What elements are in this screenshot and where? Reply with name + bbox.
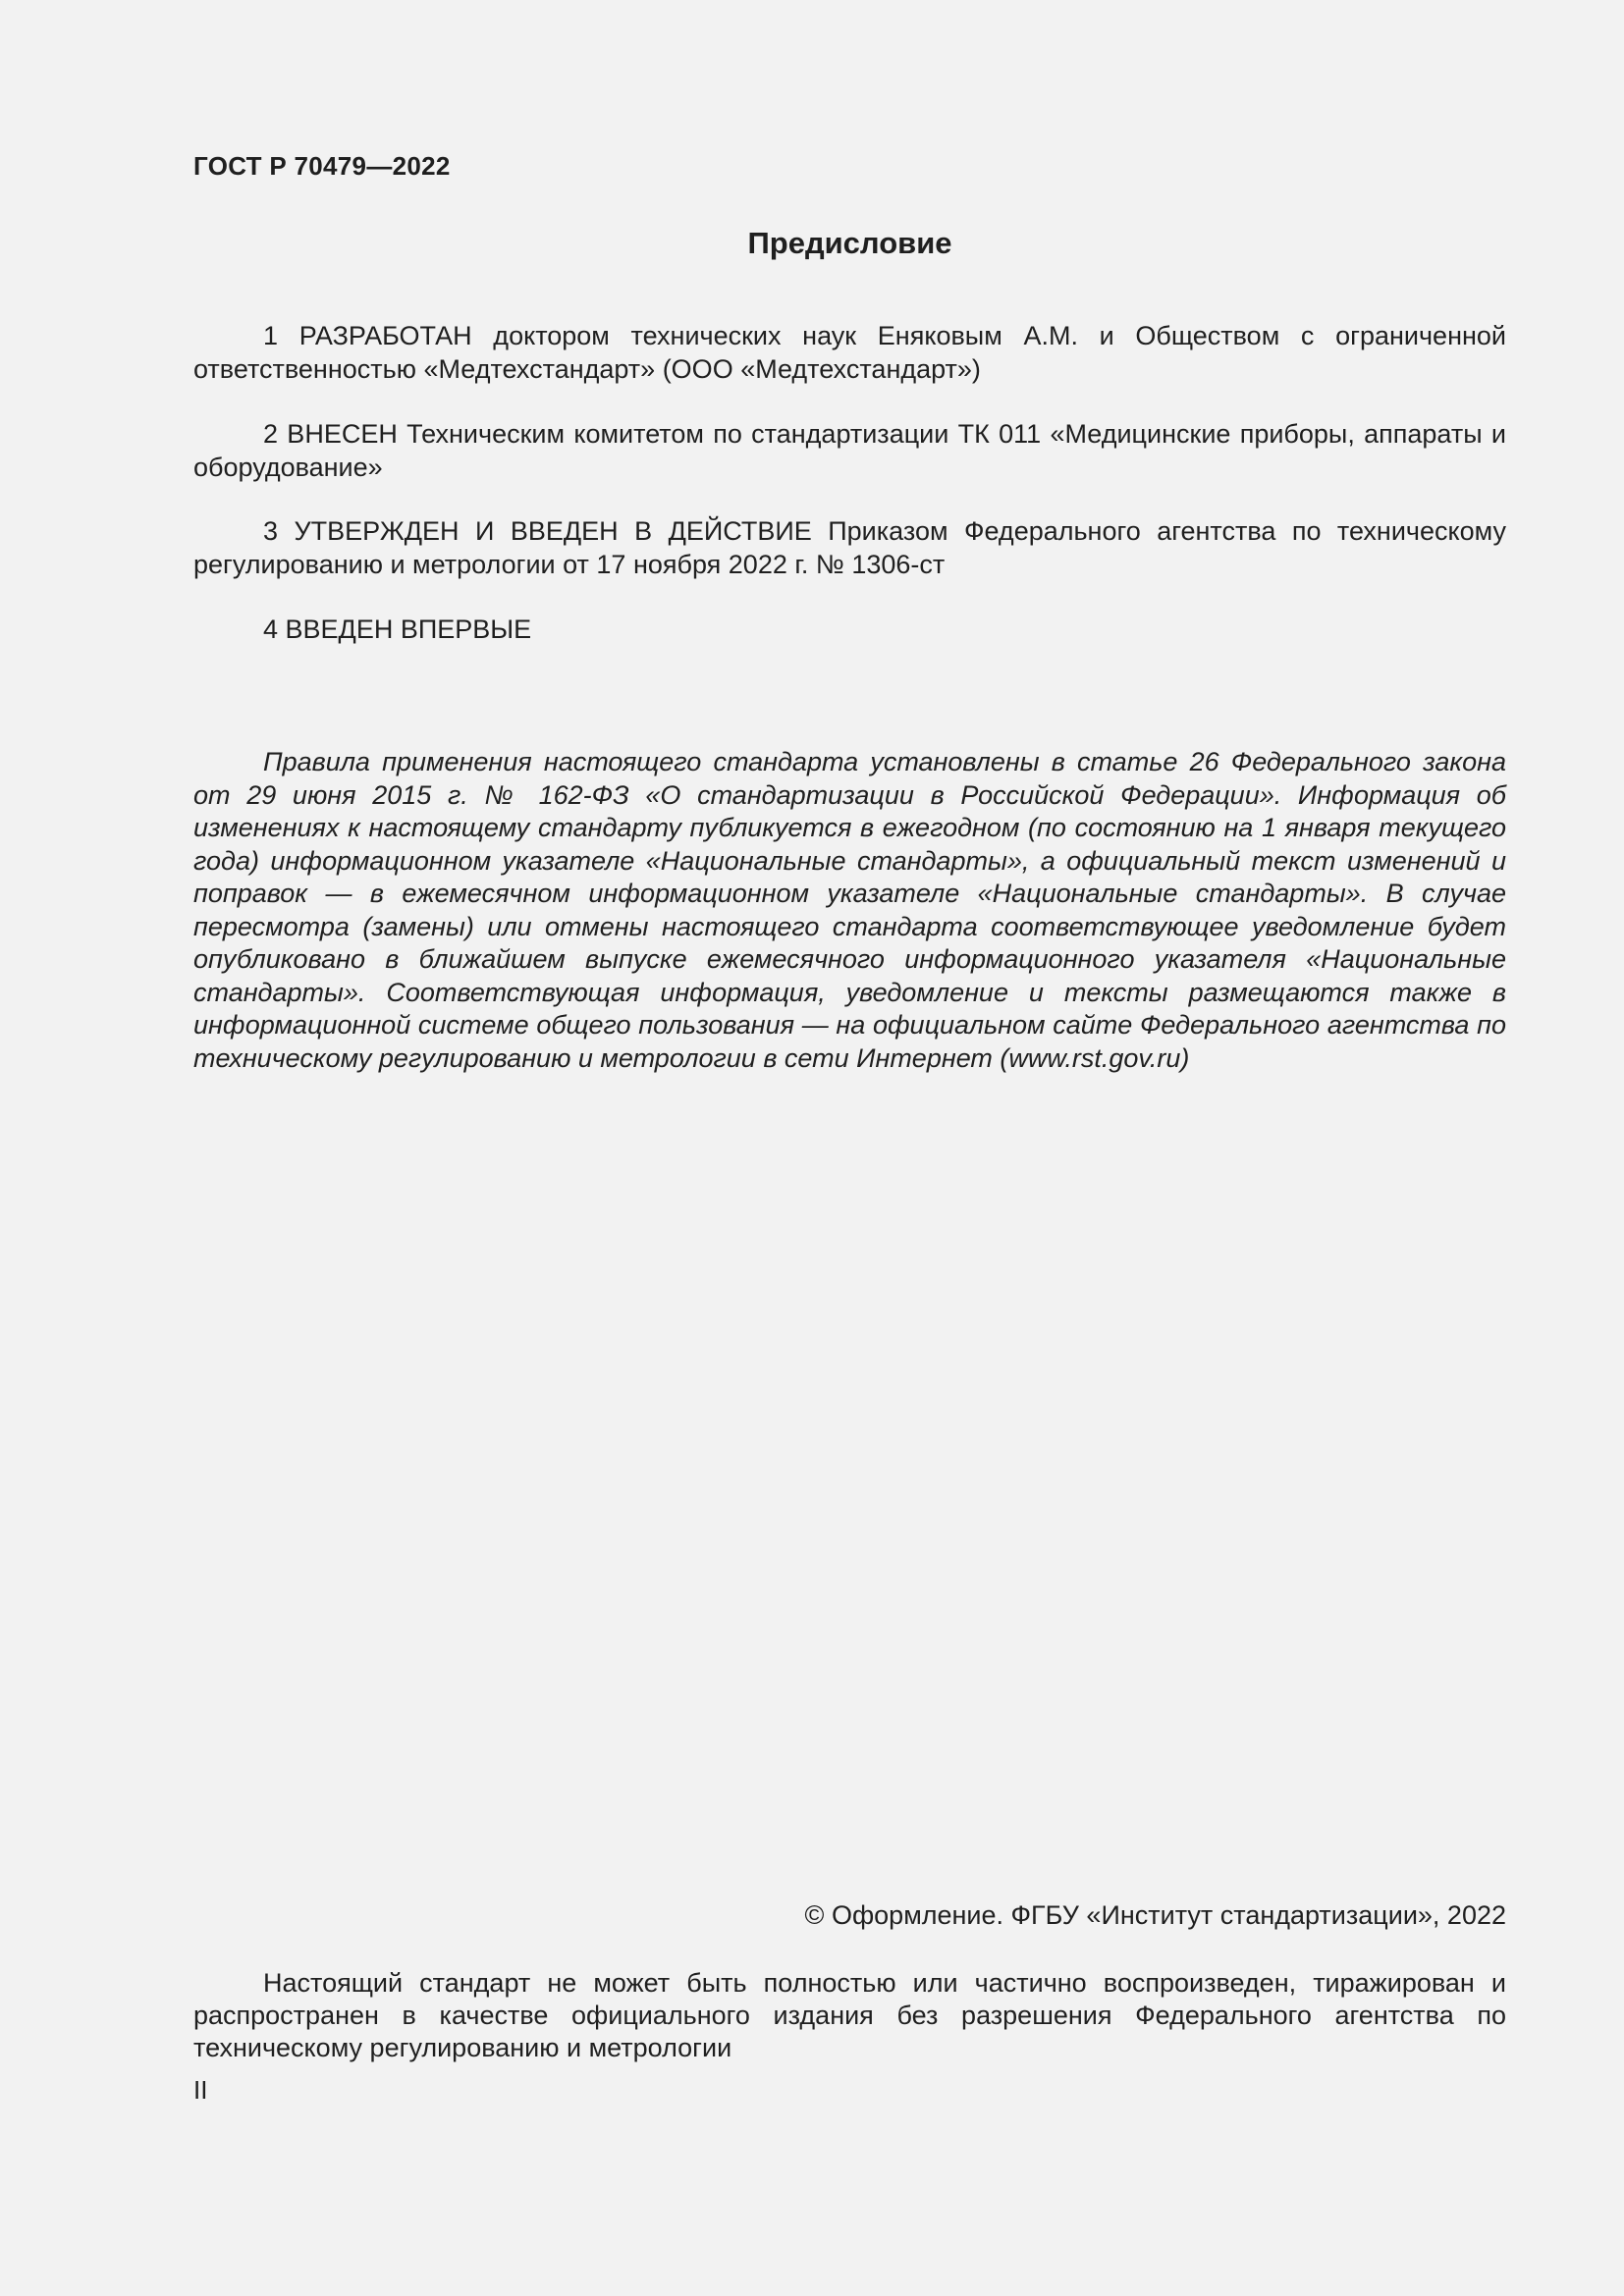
- document-code: ГОСТ Р 70479—2022: [193, 151, 451, 181]
- document-page: [193, 0, 1506, 2296]
- application-rules-paragraph: Правила применения настоящего стандарта установлены в статье 26 Федерального закона от 29 июня 2015 г. № 162-ФЗ «О стандартизации в Российской Федерации». Информация об изменениях к настоящему стандарту публикуется в ежегодном (по состоянию на 1 января текущего года) информационном указателе «Национальные стандарты», а официальный текст изменений и поправок — в ежемесячном информационном указателе «Национальные стандарты». В случае пересмотра (замены) или отмены настоящего стандарта соответствующее уведомление будет опубликовано в ближайшем выпуске ежемесячного информационного указателя «Национальные стандарты». Соответствующая информация, уведомление и тексты размещаются также в информационной системе общего пользования — на официальном сайте Федерального агентства по техническому регулированию и метрологии в сети Интернет (www.rst.gov.ru): [193, 747, 1506, 1073]
- page-title: Предисловие: [747, 226, 952, 260]
- reproduction-notice: Настоящий стандарт не может быть полностью или частично воспроизведен, тиражирован и распространен в качестве официального издания без разрешения Федерального агентства по техническому регулированию и метрологии: [193, 1968, 1506, 2062]
- page-number: II: [193, 2075, 208, 2105]
- copyright-line: © Оформление. ФГБУ «Институт стандартизации», 2022: [804, 1900, 1506, 1930]
- preface-item-first-introduced: 4 ВВЕДЕН ВПЕРВЫЕ: [263, 614, 532, 644]
- preface-item-introduced: 2 ВНЕСЕН Техническим комитетом по стандартизации ТК 011 «Медицинские приборы, аппараты и оборудование»: [193, 419, 1506, 482]
- preface-item-approved: 3 УТВЕРЖДЕН И ВВЕДЕН В ДЕЙСТВИЕ Приказом Федерального агентства по техническому регулированию и метрологии от 17 ноября 2022 г. № 1306-ст: [193, 516, 1506, 579]
- preface-item-developed: 1 РАЗРАБОТАН доктором технических наук Еняковым А.М. и Обществом с ограниченной ответственностью «Медтехстандарт» (ООО «Медтехстандарт»): [193, 321, 1506, 384]
